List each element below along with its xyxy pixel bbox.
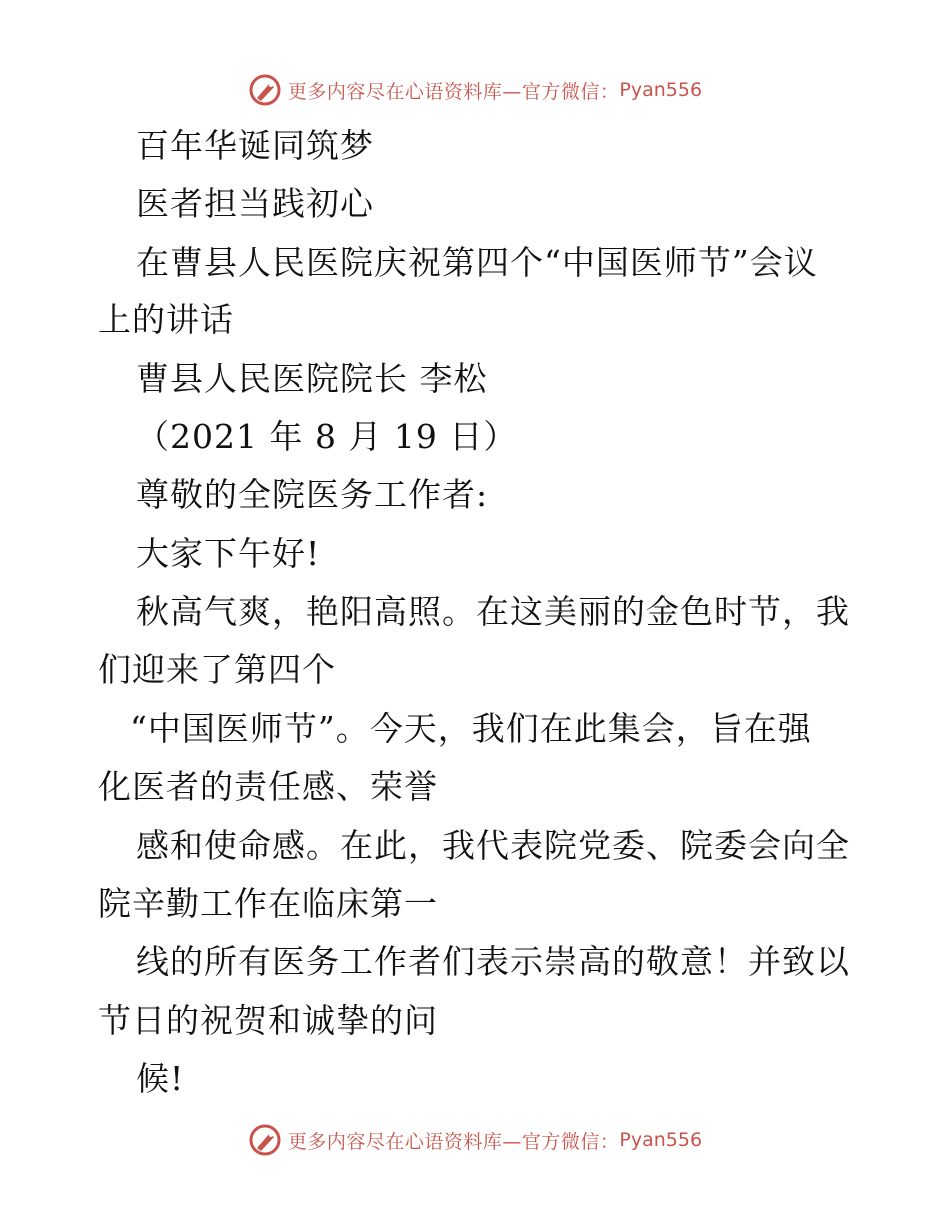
footer-banner-contact: Pyan556 [619,1129,703,1151]
paragraph-line-2: 们迎来了第四个 [98,650,336,689]
paragraph-line-8: 节日的祝贺和诚挚的问 [98,1001,438,1040]
paragraph-line-4: 化医者的责任感、荣誉 [98,767,438,806]
subtitle-line-1: 在曹县人民医院庆祝第四个“中国医师节”会议 [136,243,818,282]
footer-banner-text: 更多内容尽在心语资料库—官方微信： [287,1130,620,1153]
paragraph-line-3: “中国医师节”。今天，我们在此集会，旨在强 [130,709,812,748]
greeting-line: 大家下午好! [136,534,321,573]
pen-nib-logo-icon [248,1123,282,1157]
paragraph-line-5: 感和使命感。在此，我代表院党委、院委会向全 [136,826,850,865]
title-line-1: 百年华诞同筑梦 [136,126,374,165]
title-line-2: 医者担当践初心 [136,184,374,223]
pen-nib-logo-icon [248,73,282,107]
date-line: （2021 年 8 月 19 日） [136,417,518,456]
paragraph-line-1: 秋高气爽，艳阳高照。在这美丽的金色时节，我 [136,592,850,631]
salutation-line: 尊敬的全院医务工作者: [136,475,489,514]
header-banner-text: 更多内容尽在心语资料库—官方微信： [287,80,620,103]
header-banner-contact: Pyan556 [619,79,703,101]
paragraph-line-6: 院辛勤工作在临床第一 [98,884,438,923]
header-banner [0,70,950,110]
speaker-line: 曹县人民医院院长 李松 [136,359,488,398]
footer-banner [0,1120,950,1160]
paragraph-line-7: 线的所有医务工作者们表示崇高的敬意！并致以 [136,942,850,981]
paragraph-line-9: 候! [136,1059,185,1098]
subtitle-line-2: 上的讲话 [98,300,234,339]
